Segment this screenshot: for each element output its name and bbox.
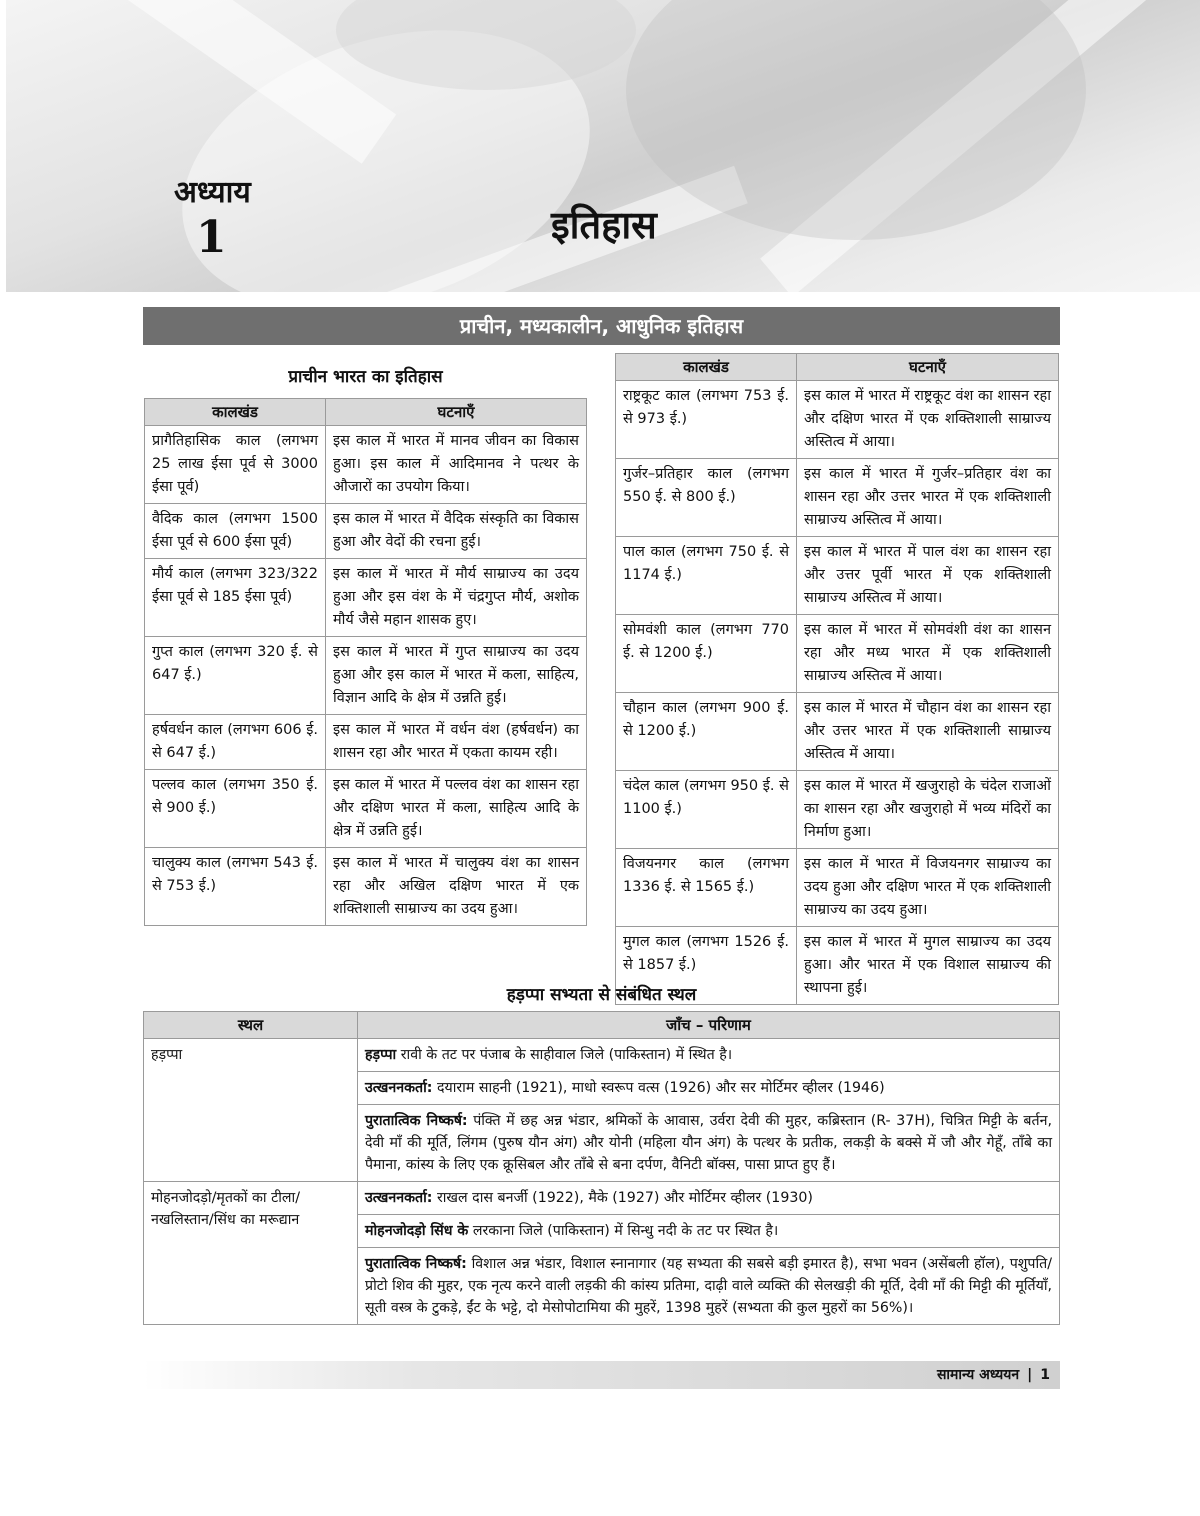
- table-row: [616, 849, 1059, 927]
- table-row: [616, 693, 1059, 771]
- column-header: जाँच – परिणाम: [358, 1012, 1060, 1039]
- period-cell: पल्लव काल (लगभग 350 ई. से 900 ई.): [145, 770, 326, 848]
- table-row: [145, 770, 587, 848]
- table-row: [145, 848, 587, 926]
- table-header-row: [145, 399, 587, 426]
- table-header-row: [144, 1012, 1060, 1039]
- finding-label: उत्खननकर्ता:: [365, 1080, 433, 1096]
- page-footer: [143, 1361, 1060, 1389]
- table-row: [616, 537, 1059, 615]
- table-row: [616, 381, 1059, 459]
- period-cell: सोमवंशी काल (लगभग 770 ई. से 1200 ई.): [616, 615, 797, 693]
- events-cell: इस काल में भारत में चौहान वंश का शासन रहा और उत्तर भारत में एक शक्तिशाली साम्राज्य अस्तित्व में आया।: [797, 693, 1059, 771]
- finding-text: लरकाना जिले (पाकिस्तान) में सिन्धु नदी के तट पर स्थित है।: [468, 1223, 779, 1239]
- harappa-sites-table: [143, 1011, 1060, 1325]
- site-name-cell: हड़प्पा: [144, 1039, 358, 1182]
- finding-label: पुरातात्विक निष्कर्ष:: [365, 1256, 467, 1272]
- chapter-title: इतिहास: [551, 203, 657, 247]
- table-row: [616, 771, 1059, 849]
- events-cell: इस काल में भारत में सोमवंशी वंश का शासन रहा और मध्य भारत में एक शक्तिशाली साम्राज्य अस्तित्व में आया।: [797, 615, 1059, 693]
- finding-text: दयाराम साहनी (1921), माधो स्वरूप वत्स (1926) और सर मोर्टिमर व्हीलर (1946): [432, 1080, 885, 1096]
- table-row: [145, 637, 587, 715]
- column-header: घटनाएँ: [326, 399, 587, 426]
- finding-cell: [358, 1248, 1060, 1325]
- footer-separator: |: [1027, 1367, 1033, 1383]
- events-cell: इस काल में भारत में चालुक्य वंश का शासन रहा और अखिल दक्षिण भारत में एक शक्तिशाली साम्राज्य का उदय हुआ।: [326, 848, 587, 926]
- events-cell: इस काल में भारत में पल्लव वंश का शासन रहा और दक्षिण भारत में कला, साहित्य आदि के क्षेत्र में उन्नति हुई।: [326, 770, 587, 848]
- events-cell: इस काल में भारत में गुप्त साम्राज्य का उदय हुआ और इस काल में भारत में कला, साहित्य, विज्ञान आदि के क्षेत्र में उन्नति हुई।: [326, 637, 587, 715]
- footer-text: [937, 1365, 1050, 1384]
- finding-text: राखल दास बनर्जी (1922), मैके (1927) और मोर्टिमर व्हीलर (1930): [432, 1190, 813, 1206]
- column-header: कालखंड: [145, 399, 326, 426]
- period-cell: राष्ट्रकूट काल (लगभग 753 ई. से 973 ई.): [616, 381, 797, 459]
- finding-cell: [358, 1039, 1060, 1072]
- events-cell: इस काल में भारत में राष्ट्रकूट वंश का शासन रहा और दक्षिण भारत में एक शक्तिशाली साम्राज्य अस्तित्व में आया।: [797, 381, 1059, 459]
- finding-text: पंक्ति में छह अन्न भंडार, श्रमिकों के आवास, उर्वरा देवी की मुहर, कब्रिस्तान (R- 37H), चित्रित मिट्टी के बर्तन, देवी माँ की मूर्ति, लिंगम (पुरुष यौन अंग) और योनी (महिला यौन अंग) के पत्थर के प्रतीक, लकड़ी के बक्से में जौ और गेहूँ, ताँबे का पैमाना, कांस्य के लिए एक क्रूसिबल और ताँबे से बना दर्पण, वैनिटी बॉक्स, पासा प्राप्त हुए हैं।: [365, 1113, 1052, 1173]
- period-cell: मौर्य काल (लगभग 323/322 ईसा पूर्व से 185 ईसा पूर्व): [145, 559, 326, 637]
- finding-label: पुरातात्विक निष्कर्ष:: [365, 1113, 468, 1129]
- column-header: कालखंड: [616, 354, 797, 381]
- period-cell: प्रागैतिहासिक काल (लगभग 25 लाख ईसा पूर्व से 3000 ईसा पूर्व): [145, 426, 326, 504]
- period-cell: पाल काल (लगभग 750 ई. से 1174 ई.): [616, 537, 797, 615]
- table-row: [144, 1182, 1060, 1215]
- events-cell: इस काल में भारत में मौर्य साम्राज्य का उदय हुआ और इस वंश के में चंद्रगुप्त मौर्य, अशोक मौर्य जैसे महान शासक हुए।: [326, 559, 587, 637]
- column-header: घटनाएँ: [797, 354, 1059, 381]
- finding-cell: [358, 1215, 1060, 1248]
- ancient-history-table: [144, 398, 587, 926]
- finding-label: उत्खननकर्ता:: [365, 1190, 433, 1206]
- ancient-caption: प्राचीन भारत का इतिहास: [288, 367, 443, 387]
- finding-text: विशाल अन्न भंडार, विशाल स्नानागार (यह सभ्यता की सबसे बड़ी इमारत है), सभा भवन (असेंबली हॉल), पशुपति/प्रोटो शिव की मुहर, एक नृत्य करने वाली लड़की की कांस्य प्रतिमा, दाढ़ी वाले व्यक्ति की सेलखड़ी की मूर्ति, देवी माँ की मिट्टी की मूर्तियाँ, सूती वस्त्र के टुकड़े, ईंट के भट्टे, दो मेसोपोटामिया की मुहरें, 1398 मुहरें (सभ्यता की कुल मुहरों का 56%)।: [365, 1256, 1052, 1316]
- chapter-banner: [6, 0, 1200, 292]
- table-row: [145, 715, 587, 770]
- period-cell: मुगल काल (लगभग 1526 ई. से 1857 ई.): [616, 927, 797, 1005]
- events-cell: इस काल में भारत में विजयनगर साम्राज्य का उदय हुआ और दक्षिण भारत में एक शक्तिशाली साम्राज्य का उदय हुआ।: [797, 849, 1059, 927]
- period-cell: चंदेल काल (लगभग 950 ई. से 1100 ई.): [616, 771, 797, 849]
- section-title: प्राचीन, मध्यकालीन, आधुनिक इतिहास: [143, 307, 1060, 345]
- events-cell: इस काल में भारत में मानव जीवन का विकास हुआ। इस काल में आदिमानव ने पत्थर के औजारों का उपयोग किया।: [326, 426, 587, 504]
- table-row: [144, 1039, 1060, 1072]
- finding-cell: [358, 1182, 1060, 1215]
- site-name-cell: मोहनजोदड़ो/मृतकों का टीला/नखलिस्तान/सिंध का मरूद्यान: [144, 1182, 358, 1325]
- table-header-row: [616, 354, 1059, 381]
- events-cell: इस काल में भारत में गुर्जर–प्रतिहार वंश का शासन रहा और उत्तर भारत में एक शक्तिशाली साम्राज्य अस्तित्व में आया।: [797, 459, 1059, 537]
- medieval-history-table: [615, 353, 1059, 1005]
- finding-cell: [358, 1105, 1060, 1182]
- chapter-label: अध्याय: [174, 175, 251, 210]
- events-cell: इस काल में भारत में खजुराहो के चंदेल राजाओं का शासन रहा और खजुराहो में भव्य मंदिरों का निर्माण हुआ।: [797, 771, 1059, 849]
- events-cell: इस काल में भारत में पाल वंश का शासन रहा और उत्तर पूर्वी भारत में एक शक्तिशाली साम्राज्य अस्तित्व में आया।: [797, 537, 1059, 615]
- chapter-number: 1: [196, 212, 227, 263]
- table-row: [616, 459, 1059, 537]
- period-cell: वैदिक काल (लगभग 1500 ईसा पूर्व से 600 ईसा पूर्व): [145, 504, 326, 559]
- harappa-caption: हड़प्पा सभ्यता से संबंधित स्थल: [506, 985, 697, 1005]
- period-cell: हर्षवर्धन काल (लगभग 606 ई. से 647 ई.): [145, 715, 326, 770]
- finding-text: रावी के तट पर पंजाब के साहीवाल जिले (पाकिस्तान) में स्थित है।: [396, 1047, 733, 1063]
- events-cell: इस काल में भारत में मुगल साम्राज्य का उदय हुआ। और भारत में एक विशाल साम्राज्य की स्थापना हुई।: [797, 927, 1059, 1005]
- events-cell: इस काल में भारत में वर्धन वंश (हर्षवर्धन) का शासन रहा और भारत में एकता कायम रही।: [326, 715, 587, 770]
- period-cell: विजयनगर काल (लगभग 1336 ई. से 1565 ई.): [616, 849, 797, 927]
- period-cell: गुर्जर–प्रतिहार काल (लगभग 550 ई. से 800 ई.): [616, 459, 797, 537]
- book-name: सामान्य अध्ययन: [936, 1367, 1020, 1383]
- period-cell: चालुक्य काल (लगभग 543 ई. से 753 ई.): [145, 848, 326, 926]
- finding-label: हड़प्पा: [365, 1047, 397, 1063]
- events-cell: इस काल में भारत में वैदिक संस्कृति का विकास हुआ और वेदों की रचना हुई।: [326, 504, 587, 559]
- table-row: [145, 559, 587, 637]
- column-header: स्थल: [144, 1012, 358, 1039]
- finding-label: मोहनजोदड़ो सिंध के: [365, 1223, 469, 1239]
- finding-cell: [358, 1072, 1060, 1105]
- page-number: 1: [1040, 1367, 1050, 1383]
- period-cell: गुप्त काल (लगभग 320 ई. से 647 ई.): [145, 637, 326, 715]
- table-row: [616, 615, 1059, 693]
- period-cell: चौहान काल (लगभग 900 ई. से 1200 ई.): [616, 693, 797, 771]
- table-row: [145, 504, 587, 559]
- table-row: [145, 426, 587, 504]
